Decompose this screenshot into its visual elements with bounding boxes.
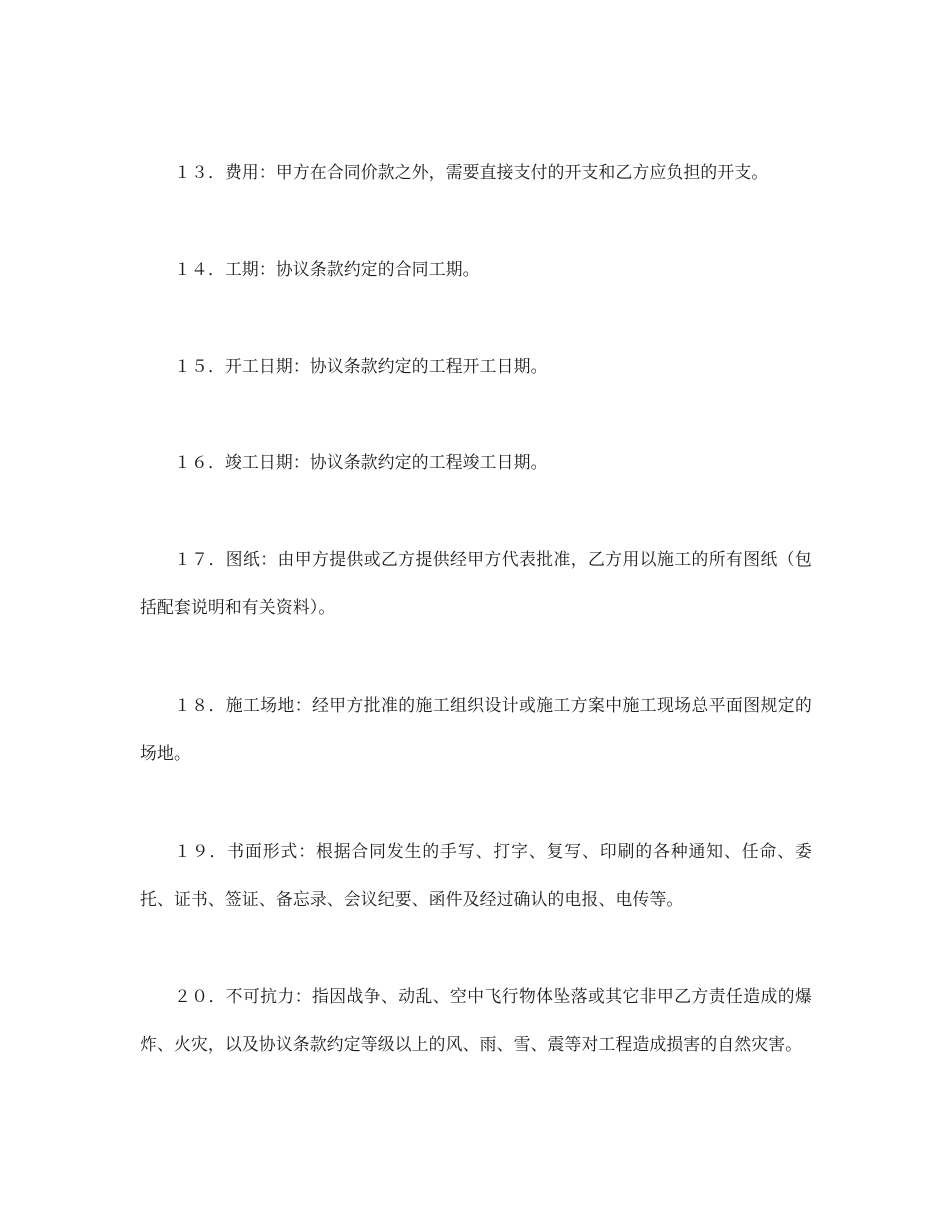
clause-13: １３．费用：甲方在合同价款之外，需要直接支付的开支和乙方应负担的开支。 bbox=[174, 162, 769, 182]
clause-16: １６．竣工日期：协议条款约定的工程竣工日期。 bbox=[174, 452, 548, 472]
clause-18: １８．施工场地：经甲方批准的施工组织设计或施工方案中施工现场总平面图规定的场地。 bbox=[140, 695, 812, 763]
clause-17: １７．图纸：由甲方提供或乙方提供经甲方代表批准，乙方用以施工的所有图纸（包括配套说明和有关资料）。 bbox=[140, 549, 812, 617]
clause-19: １９．书面形式：根据合同发生的手写、打字、复写、印刷的各种通知、任命、委托、证书、签证、备忘录、会议纪要、函件及经过确认的电报、电传等。 bbox=[140, 841, 812, 909]
clause-20: ２０．不可抗力：指因战争、动乱、空中飞行物体坠落或其它非甲乙方责任造成的爆炸、火灾，以及协议条款约定等级以上的风、雨、雪、震等对工程造成损害的自然灾害。 bbox=[140, 986, 812, 1054]
clause-15: １５．开工日期：协议条款约定的工程开工日期。 bbox=[174, 356, 548, 376]
clause-14: １４．工期：协议条款约定的合同工期。 bbox=[174, 259, 480, 279]
